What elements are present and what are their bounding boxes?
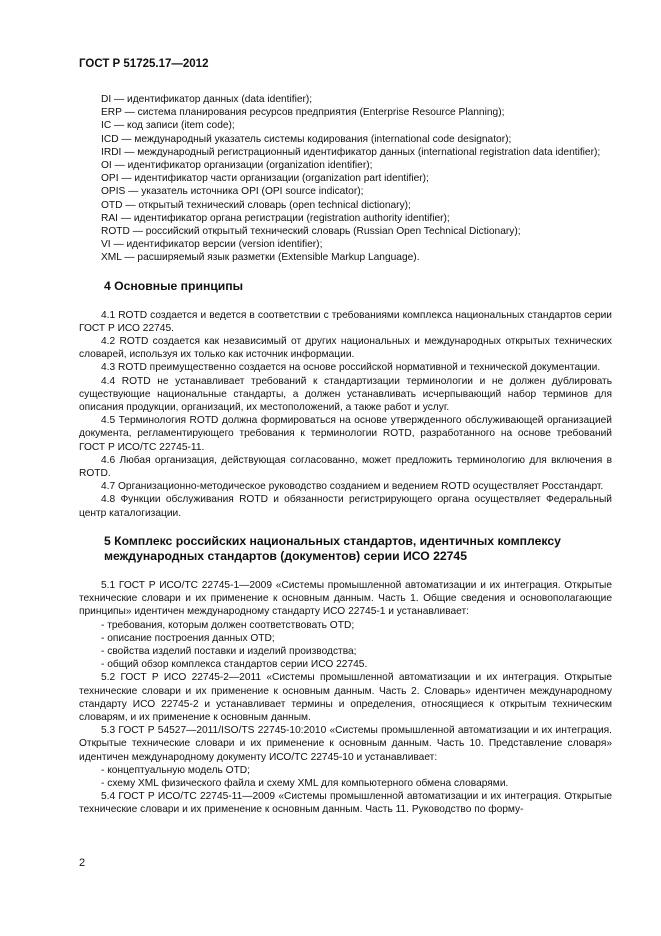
- paragraph-5-4: 5.4 ГОСТ Р ИСО/ТС 22745-11—2009 «Системы промышленной автоматизации и их интеграция. Открытые технические словари и их применение к основным данным. Часть 11. Руководство по форму-: [79, 791, 612, 816]
- section-5-body: [79, 579, 612, 817]
- page-number: 2: [79, 857, 86, 869]
- paragraph-4-4: 4.4 ROTD не устанавливает требований к стандартизации терминологии и не должен дублировать существующие национальные стандарты, а должен устанавливать исчерпывающий набор терминов для описания продукции, организаций, их местоположений, а также работ и услуг.: [79, 375, 612, 414]
- abbreviation-item: ROTD — российский открытый технический словарь (Russian Open Technical Dictionary);: [101, 226, 521, 238]
- list-item: - свойства изделий поставки и изделий производства;: [101, 645, 357, 657]
- abbreviation-item: OTD — открытый технический словарь (open technical dictionary);: [101, 199, 411, 211]
- paragraph-4-5: 4.5 Терминология ROTD должна формироваться на основе утвержденного обслуживающей организацией документа, регламентирующего требования к терминологии ROTD, разработанного на основе требований ГОСТ Р ИСО/ТС 22745-11.: [79, 415, 612, 453]
- abbreviation-item: XML — расширяемый язык разметки (Extensible Markup Language).: [101, 252, 420, 264]
- abbreviation-item: ERP — система планирования ресурсов предприятия (Enterprise Resource Planning);: [101, 107, 505, 119]
- paragraph-4-1: 4.1 ROTD создается и ведется в соответствии с требованиями комплекса национальных стандартов серии ГОСТ Р ИСО 22745.: [79, 309, 612, 334]
- paragraph-4-8: 4.8 Функции обслуживания ROTD и обязанности регистрирующего органа осуществляет Федеральный центр каталогизации.: [79, 494, 612, 519]
- abbreviation-item: OPIS — указатель источника OPI (OPI source indicator);: [101, 186, 364, 198]
- abbreviation-item: RAI — идентификатор органа регистрации (registration authority identifier);: [101, 212, 450, 224]
- section-4-heading: 4 Основные принципы: [104, 278, 244, 293]
- list-item: - общий обзор комплекса стандартов серии ИСО 22745.: [101, 659, 368, 671]
- list-item: - требования, которым должен соответствовать OTD;: [101, 619, 355, 631]
- page-header: ГОСТ Р 51725.17—2012: [79, 58, 209, 70]
- abbreviation-item: ICD — международный указатель системы кодирования (international code designator);: [101, 133, 512, 145]
- abbreviation-item: DI — идентификатор данных (data identifier);: [101, 94, 313, 105]
- list-item: - концептуальную модель OTD;: [101, 764, 250, 776]
- paragraph-4-3: 4.3 ROTD преимущественно создается на основе российской нормативной и технической документации.: [101, 362, 601, 374]
- abbreviation-item: OPI — идентификатор части организации (organization part identifier);: [101, 173, 429, 185]
- paragraph-5-1: 5.1 ГОСТ Р ИСО/ТС 22745-1—2009 «Системы промышленной автоматизации и их интеграция. Открытые технические словари и их применение к основным данным. Часть 1. Общие сведения и основополагающие принципы» идентичен международному стандарту ИСО 22745-1 и устанавливает:: [79, 579, 612, 618]
- list-item: - описание построения данных OTD;: [101, 632, 275, 644]
- paragraph-5-3: 5.3 ГОСТ Р 54527—2011/ISO/TS 22745-10:2010 «Системы промышленной автоматизации и их интеграция. Открытые технические словари и их применение к основным данным. Часть 10. Представление словаря» идентичен международному документу ИСО/ТС 22745-10 и устанавливает:: [79, 725, 612, 763]
- abbreviation-list: [79, 93, 612, 265]
- section-5-heading: 5 Комплекс российских национальных стандартов, идентичных комплексу международных стандартов (документов) серии ИСО 22745: [104, 533, 561, 563]
- abbreviation-item: OI — идентификатор организации (organization identifier);: [101, 160, 373, 172]
- paragraph-4-2: 4.2 ROTD создается как независимый от других национальных и международных открытых технических словарей, используя их только как источник информации.: [79, 336, 612, 361]
- paragraph-4-6: 4.6 Любая организация, действующая согласованно, может предложить терминологию для включения в ROTD.: [79, 454, 612, 480]
- abbreviation-item: IRDI — международный регистрационный идентификатор данных (international registration data identifier);: [101, 146, 601, 158]
- list-item: - схему XML физического файла и схему XML для компьютерного обмена словарями.: [101, 777, 509, 789]
- section-4-body: [79, 309, 612, 520]
- abbreviation-item: VI — идентификатор версии (version identifier);: [101, 239, 323, 251]
- abbreviation-item: IC — код записи (item code);: [101, 120, 235, 132]
- paragraph-4-7: 4.7 Организационно-методическое руководство созданием и ведением ROTD осуществляет Росстандарт.: [101, 481, 604, 493]
- paragraph-5-2: 5.2 ГОСТ Р ИСО 22745-2—2011 «Системы промышленной автоматизации и их интеграция. Открытые технические словари и их применение к основным данным. Часть 2. Словарь» идентичен международному стандарту ИСО 22745-2 и устанавливает термины и определения, относящиеся к открытым техническим словарям, и их применение к основным данным.: [79, 672, 612, 723]
- document-body: [79, 93, 612, 817]
